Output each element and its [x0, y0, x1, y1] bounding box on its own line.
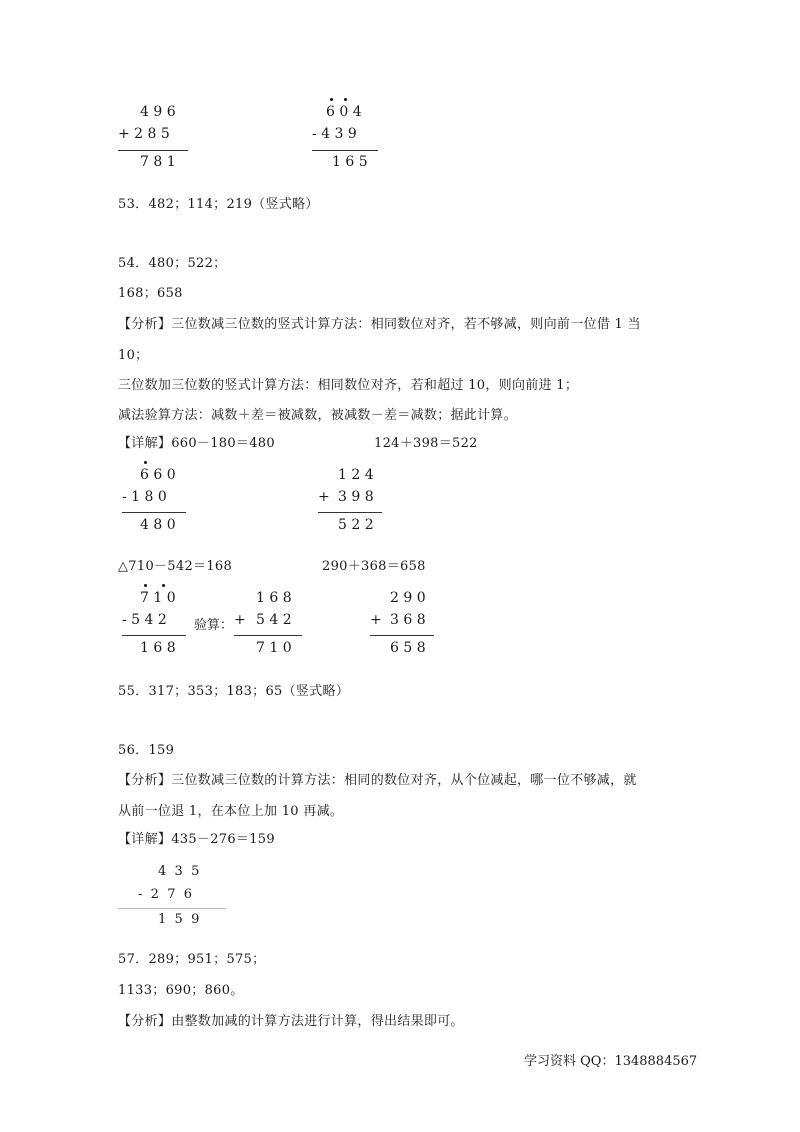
- calc-rule: [118, 150, 188, 151]
- plus-sign: +: [318, 489, 330, 505]
- borrow-dot: [144, 461, 147, 464]
- calc-rule: [122, 635, 186, 636]
- calc-row-top: 1 6 8: [256, 590, 292, 606]
- calc-rule: [370, 635, 434, 636]
- analysis-54-line3: 三位数加三位数的竖式计算方法：相同数位对齐，若和超过 10，则向前进 1；: [118, 378, 579, 393]
- answer-56: 56．159: [118, 743, 175, 758]
- analysis-57: 【分析】由整数加减的计算方法进行计算，得出结果即可。: [118, 1014, 464, 1029]
- calc-row-top: 4 9 6: [140, 104, 176, 120]
- calc-row-operand: 3 6 8: [390, 612, 426, 628]
- calc-row-top: 6 6 0: [140, 467, 176, 483]
- calc-row-top: 6 0 4: [326, 104, 362, 120]
- calc-rule: [122, 512, 186, 513]
- detail-54-eq1: 【详解】660－180＝480: [118, 436, 275, 451]
- detail-54-eq3: △710－542＝168: [118, 559, 233, 574]
- answer-53: 53．482；114；219（竖式略）: [118, 197, 319, 212]
- calc-row-top: 1 2 4: [338, 467, 374, 483]
- detail-54-eq4: 290＋368＝658: [322, 559, 426, 574]
- analysis-54-line2: 10；: [118, 348, 149, 363]
- calc-row-top: 7 1 0: [140, 590, 176, 606]
- analysis-56-line2: 从前一位退 1，在本位上加 10 再减。: [118, 804, 344, 819]
- calc-row-result: 1 5 9: [158, 912, 200, 927]
- calc-row-operand: 3 9 8: [338, 489, 374, 505]
- detail-54-eq2: 124＋398＝522: [374, 436, 478, 451]
- calc-rule: [234, 635, 302, 636]
- borrow-dot: [162, 584, 165, 587]
- calc-row-operand: + 2 8 5: [118, 126, 170, 142]
- calc-row-top: 4 3 5: [158, 864, 200, 879]
- calc-row-result: 6 5 8: [390, 640, 426, 656]
- borrow-dot: [144, 584, 147, 587]
- calc-rule: [118, 908, 226, 909]
- plus-sign: +: [234, 612, 246, 628]
- calc-rule: [318, 512, 382, 513]
- footer-contact: 学习资料 QQ：1348884567: [524, 1054, 698, 1069]
- calc-row-operand: - 4 3 9: [312, 126, 357, 142]
- borrow-dot: [330, 98, 333, 101]
- plus-sign: +: [370, 612, 382, 628]
- calc-row-top: 2 9 0: [390, 590, 426, 606]
- calc-row-operand: - 2 7 6: [138, 887, 192, 902]
- calc-row-operand: - 5 4 2: [122, 612, 167, 628]
- answer-54-line2: 168；658: [118, 286, 183, 301]
- calc-row-operand: 5 4 2: [256, 612, 292, 628]
- borrow-dot: [344, 98, 347, 101]
- calc-rule: [312, 150, 378, 151]
- answer-57-line2: 1133；690；860。: [118, 983, 244, 998]
- calc-row-result: 1 6 5: [332, 154, 368, 170]
- calc-row-result: 7 8 1: [140, 154, 176, 170]
- analysis-56-line1: 【分析】三位数减三位数的计算方法：相同的数位对齐，从个位减起，哪一位不够减，就: [118, 773, 637, 788]
- check-label: 验算：: [194, 618, 234, 633]
- answer-57-line1: 57．289；951；575；: [118, 952, 266, 967]
- answer-55: 55．317；353；183；65（竖式略）: [118, 684, 350, 699]
- calc-row-result: 4 8 0: [140, 517, 176, 533]
- calc-row-result: 5 2 2: [338, 517, 374, 533]
- calc-row-operand: - 1 8 0: [122, 489, 167, 505]
- calc-row-result: 7 1 0: [256, 640, 292, 656]
- analysis-54-line4: 减法验算方法：减数＋差＝被减数，被减数－差＝减数；据此计算。: [118, 408, 518, 423]
- answer-54-line1: 54．480；522；: [118, 256, 227, 271]
- calc-row-result: 1 6 8: [140, 640, 176, 656]
- detail-56-eq: 【详解】435－276＝159: [118, 832, 275, 847]
- analysis-54-line1: 【分析】三位数减三位数的竖式计算方法：相同数位对齐，若不够减，则向前一位借 1 当: [118, 317, 641, 332]
